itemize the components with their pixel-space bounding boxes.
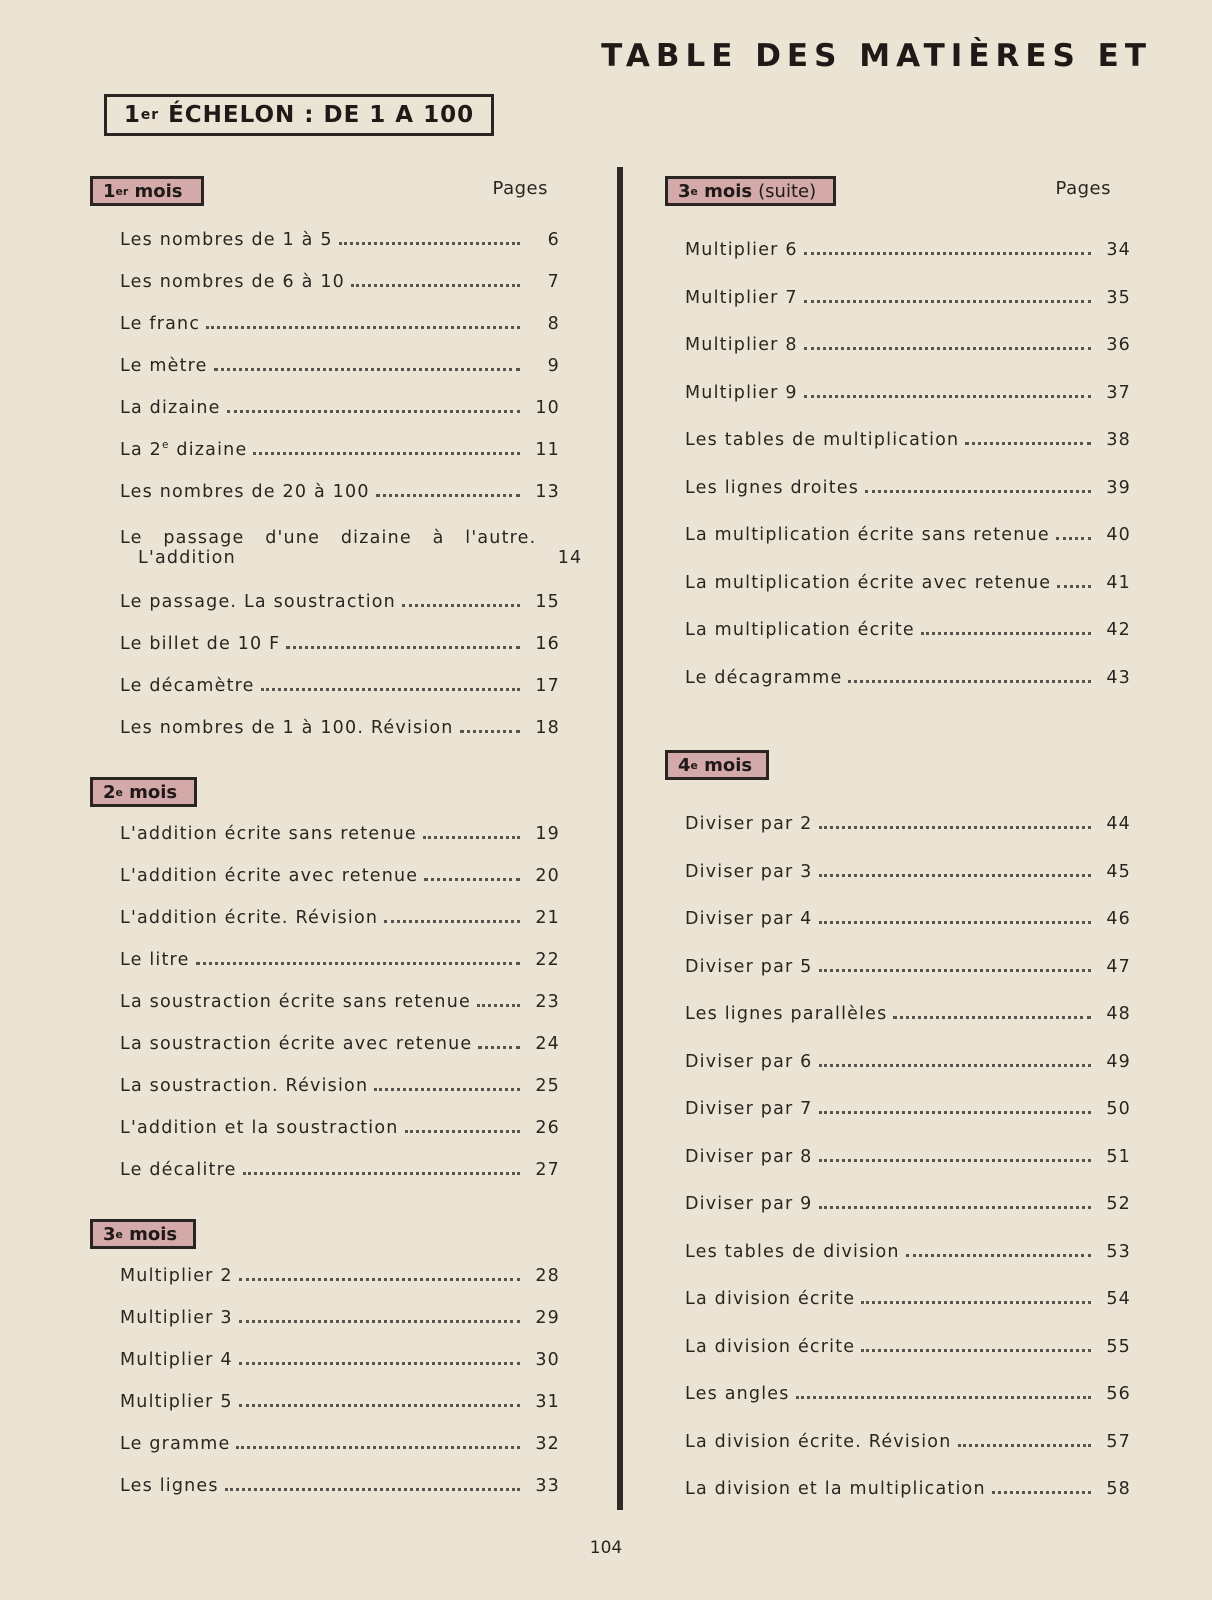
toc-entry[interactable] xyxy=(685,1044,1131,1072)
dot-leader xyxy=(958,1444,1091,1447)
toc-entry[interactable] xyxy=(120,222,560,250)
toc-entry[interactable] xyxy=(120,1026,560,1054)
toc-entry[interactable] xyxy=(685,1234,1131,1262)
dot-leader xyxy=(865,490,1091,493)
entry-page-number: 19 xyxy=(535,824,560,844)
dot-leader xyxy=(893,1016,1091,1019)
entry-title: Multiplier 4 xyxy=(120,1350,233,1370)
dot-leader xyxy=(460,730,520,733)
toc-entry[interactable] xyxy=(120,432,560,460)
dot-leader xyxy=(253,452,520,455)
entry-title: La soustraction. Révision xyxy=(120,1076,369,1096)
toc-entry[interactable] xyxy=(685,422,1131,450)
toc-entry[interactable] xyxy=(120,264,560,292)
echelon-superscript: er xyxy=(140,107,160,123)
toc-entry[interactable] xyxy=(120,942,560,970)
toc-entry[interactable] xyxy=(685,854,1131,882)
page-number: 104 xyxy=(589,1538,623,1558)
entry-title-line: L'addition xyxy=(138,548,236,568)
entry-title: Diviser par 8 xyxy=(685,1146,813,1167)
toc-entry[interactable] xyxy=(685,565,1131,593)
entry-page-number: 23 xyxy=(535,992,560,1012)
toc-entry[interactable] xyxy=(685,660,1131,688)
month-superscript: e xyxy=(115,785,123,799)
month-number: 3 xyxy=(678,180,691,202)
entry-title: Multiplier 6 xyxy=(685,240,798,260)
entry-title: Les lignes xyxy=(120,1476,219,1496)
pages-label: Pages xyxy=(492,178,548,199)
entry-page-number: 11 xyxy=(535,440,560,460)
month-badge xyxy=(90,176,204,206)
month-number: 4 xyxy=(678,754,691,776)
entry-title: Les angles xyxy=(685,1384,790,1404)
dot-leader xyxy=(819,1064,1091,1067)
entry-page-number: 7 xyxy=(547,272,560,292)
entry-title: L'addition écrite sans retenue xyxy=(120,824,417,844)
month-label: mois xyxy=(697,754,753,776)
entry-title: Diviser par 5 xyxy=(685,956,813,977)
toc-entry[interactable] xyxy=(120,1342,560,1370)
entry-page-number: 29 xyxy=(535,1308,560,1328)
entry-title: Diviser par 2 xyxy=(685,814,813,834)
entry-title: Diviser par 7 xyxy=(685,1099,813,1119)
entry-title: Les tables de division xyxy=(685,1241,900,1262)
entry-page-number: 41 xyxy=(1106,572,1131,593)
entry-page-number: 31 xyxy=(535,1392,560,1412)
toc-entry[interactable] xyxy=(685,232,1131,260)
toc-entry[interactable] xyxy=(120,474,560,502)
entry-title: Les tables de multiplication xyxy=(685,430,960,450)
toc-entry[interactable] xyxy=(120,306,560,334)
entry-title xyxy=(120,528,536,568)
entry-title: Multiplier 5 xyxy=(120,1392,233,1412)
entry-title: La division écrite. Révision xyxy=(685,1431,952,1452)
toc-entry[interactable] xyxy=(120,516,583,568)
entry-page-number: 51 xyxy=(1106,1146,1131,1167)
dot-leader xyxy=(478,1046,520,1049)
dot-leader xyxy=(243,1172,520,1175)
entry-page-number: 57 xyxy=(1106,1431,1131,1452)
entry-title: Diviser par 9 xyxy=(685,1194,813,1214)
entry-title: Le décagramme xyxy=(685,667,843,688)
entry-title: Le décalitre xyxy=(120,1160,237,1180)
dot-leader xyxy=(374,1088,520,1091)
entry-title: Les nombres de 6 à 10 xyxy=(120,272,345,292)
entry-page-number: 24 xyxy=(535,1034,560,1054)
entry-title: Le décamètre xyxy=(120,676,255,696)
entry-page-number: 30 xyxy=(535,1350,560,1370)
dot-leader xyxy=(819,969,1091,972)
entry-page-number: 21 xyxy=(535,908,560,928)
entry-page-number: 35 xyxy=(1106,287,1131,308)
toc-entry[interactable] xyxy=(120,816,560,844)
entry-title: Le billet de 10 F xyxy=(120,634,281,654)
toc-entry[interactable] xyxy=(685,470,1131,498)
entry-page-number: 47 xyxy=(1106,956,1131,977)
month-label: mois xyxy=(122,1223,178,1245)
dot-leader xyxy=(261,688,520,691)
dot-leader xyxy=(225,1488,520,1491)
entry-page-number: 55 xyxy=(1106,1336,1131,1357)
toc-entry[interactable] xyxy=(120,584,560,612)
entry-title-line: Le passage d'une dizaine à l'autre. xyxy=(120,528,537,548)
superscript: e xyxy=(161,439,170,452)
dot-leader xyxy=(339,242,520,245)
dot-leader xyxy=(239,1362,520,1365)
entry-title: Diviser par 4 xyxy=(685,909,813,929)
month-badge xyxy=(90,777,197,807)
entry-title: L'addition et la soustraction xyxy=(120,1118,399,1138)
month-number: 3 xyxy=(103,1223,116,1245)
entry-title: Multiplier 3 xyxy=(120,1308,233,1328)
dot-leader xyxy=(804,252,1091,255)
dot-leader xyxy=(1057,585,1091,588)
dot-leader xyxy=(921,632,1091,635)
echelon-number: 1 xyxy=(123,102,141,128)
entry-title: La division écrite xyxy=(685,1336,856,1357)
entry-title: Diviser par 3 xyxy=(685,861,813,882)
toc-entry[interactable] xyxy=(685,1281,1131,1309)
entry-page-number: 10 xyxy=(535,398,560,418)
dot-leader xyxy=(405,1130,520,1133)
toc-entry[interactable] xyxy=(120,626,560,654)
entry-page-number: 37 xyxy=(1106,382,1131,403)
entry-title: Multiplier 2 xyxy=(120,1266,233,1286)
entry-page-number: 9 xyxy=(547,356,560,376)
toc-entry[interactable] xyxy=(685,1424,1131,1452)
dot-leader xyxy=(861,1301,1091,1304)
toc-entry[interactable] xyxy=(685,806,1131,834)
toc-entry[interactable] xyxy=(685,901,1131,929)
entry-page-number: 32 xyxy=(535,1434,560,1454)
entry-title: Le gramme xyxy=(120,1434,231,1454)
dot-leader xyxy=(819,1159,1091,1162)
entry-page-number: 43 xyxy=(1106,667,1131,688)
toc-entry[interactable] xyxy=(120,1300,560,1328)
entry-title: Les nombres de 1 à 5 xyxy=(120,230,333,250)
entry-title: L'addition écrite avec retenue xyxy=(120,866,419,886)
entry-title: Multiplier 8 xyxy=(685,335,798,355)
toc-entry[interactable] xyxy=(120,390,560,418)
dot-leader xyxy=(1056,537,1091,540)
toc-entry[interactable] xyxy=(120,858,560,886)
month-superscript: e xyxy=(690,184,698,198)
entry-page-number: 56 xyxy=(1106,1384,1131,1404)
entry-page-number: 15 xyxy=(535,592,560,612)
entry-page-number: 34 xyxy=(1106,240,1131,260)
dot-leader xyxy=(965,442,1091,445)
toc-entry[interactable] xyxy=(685,1376,1131,1404)
dot-leader xyxy=(819,874,1091,877)
dot-leader xyxy=(819,1111,1091,1114)
toc-entry[interactable] xyxy=(120,1258,560,1286)
dot-leader xyxy=(906,1254,1091,1257)
dot-leader xyxy=(861,1349,1091,1352)
toc-entry[interactable] xyxy=(120,1426,560,1454)
entry-title: L'addition écrite. Révision xyxy=(120,908,379,928)
entry-page-number: 38 xyxy=(1106,430,1131,450)
dot-leader xyxy=(992,1491,1091,1494)
entry-title: La division écrite xyxy=(685,1289,856,1309)
month-superscript: er xyxy=(115,184,129,198)
toc-entry[interactable] xyxy=(685,1329,1131,1357)
entry-title: Les nombres de 20 à 100 xyxy=(120,482,370,502)
toc-entry[interactable] xyxy=(685,375,1131,403)
entry-page-number: 42 xyxy=(1106,620,1131,640)
entry-page-number: 45 xyxy=(1106,861,1131,882)
month-label: mois xyxy=(122,781,178,803)
entry-page-number: 13 xyxy=(535,482,560,502)
dot-leader xyxy=(239,1278,520,1281)
toc-entry[interactable] xyxy=(120,984,560,1012)
toc-entry[interactable] xyxy=(120,710,560,738)
dot-leader xyxy=(402,604,520,607)
entry-title: Le franc xyxy=(120,314,201,334)
month-number: 2 xyxy=(103,781,116,803)
entry-title: La soustraction écrite sans retenue xyxy=(120,992,471,1012)
toc-entry[interactable] xyxy=(685,1091,1131,1119)
toc-entry[interactable] xyxy=(120,900,560,928)
entry-title: Les lignes parallèles xyxy=(685,1004,888,1024)
dot-leader xyxy=(206,326,520,329)
entry-title: Les nombres de 1 à 100. Révision xyxy=(120,718,454,738)
entry-page-number: 33 xyxy=(535,1476,560,1496)
toc-entry[interactable] xyxy=(685,327,1131,355)
entry-page-number: 50 xyxy=(1106,1099,1131,1119)
entry-page-number: 53 xyxy=(1106,1241,1131,1262)
dot-leader xyxy=(424,878,520,881)
toc-entry[interactable] xyxy=(685,1186,1131,1214)
entry-page-number: 46 xyxy=(1106,909,1131,929)
toc-entry[interactable] xyxy=(685,280,1131,308)
month-badge xyxy=(665,750,769,780)
entry-page-number: 36 xyxy=(1106,335,1131,355)
entry-page-number: 54 xyxy=(1106,1289,1131,1309)
dot-leader xyxy=(376,494,520,497)
toc-entry[interactable] xyxy=(120,348,560,376)
entry-title: La dizaine xyxy=(120,398,221,418)
dot-leader xyxy=(819,826,1091,829)
entry-title: Le mètre xyxy=(120,356,208,376)
dot-leader xyxy=(239,1320,520,1323)
entry-page-number: 16 xyxy=(535,634,560,654)
echelon-heading xyxy=(104,94,494,136)
entry-page-number: 49 xyxy=(1106,1051,1131,1072)
toc-entry[interactable] xyxy=(120,1468,560,1496)
entry-page-number: 17 xyxy=(535,676,560,696)
entry-title: La 2e dizaine xyxy=(120,439,248,460)
entry-page-number: 18 xyxy=(535,718,560,738)
entry-title: La soustraction écrite avec retenue xyxy=(120,1034,473,1054)
entry-page-number: 26 xyxy=(535,1118,560,1138)
dot-leader xyxy=(384,920,520,923)
entry-title: La multiplication écrite avec retenue xyxy=(685,572,1052,593)
toc-entry[interactable] xyxy=(685,1471,1131,1499)
entry-page-number: 20 xyxy=(535,866,560,886)
toc-entry[interactable] xyxy=(685,949,1131,977)
entry-page-number: 6 xyxy=(547,230,560,250)
dot-leader xyxy=(286,646,520,649)
entry-page-number: 14 xyxy=(557,548,583,568)
entry-page-number: 48 xyxy=(1106,1004,1131,1024)
echelon-label: ÉCHELON : DE 1 A 100 xyxy=(159,102,475,128)
dot-leader xyxy=(819,1206,1091,1209)
entry-title: Diviser par 6 xyxy=(685,1051,813,1072)
entry-title: Le passage. La soustraction xyxy=(120,592,396,612)
toc-entry[interactable] xyxy=(120,1152,560,1180)
month-badge xyxy=(90,1219,196,1249)
toc-entry[interactable] xyxy=(685,517,1131,545)
entry-title: La division et la multiplication xyxy=(685,1479,986,1499)
toc-entry[interactable] xyxy=(120,668,560,696)
dot-leader xyxy=(196,962,520,965)
entry-title: La multiplication écrite sans retenue xyxy=(685,525,1050,545)
dot-leader xyxy=(819,921,1091,924)
dot-leader xyxy=(804,395,1091,398)
page-title: TABLE DES MATIÈRES ET xyxy=(601,38,1152,74)
month-superscript: e xyxy=(115,1227,123,1241)
toc-entry[interactable] xyxy=(685,996,1131,1024)
entry-title: Multiplier 7 xyxy=(685,287,798,308)
entry-page-number: 39 xyxy=(1106,477,1131,498)
dot-leader xyxy=(804,347,1091,350)
month-number: 1 xyxy=(103,180,116,202)
month-badge xyxy=(665,176,836,206)
month-suite: (suite) xyxy=(758,180,817,202)
dot-leader xyxy=(423,836,520,839)
pages-label: Pages xyxy=(1055,178,1111,199)
dot-leader xyxy=(227,410,520,413)
entry-page-number: 25 xyxy=(535,1076,560,1096)
entry-page-number: 44 xyxy=(1106,814,1131,834)
dot-leader xyxy=(239,1404,520,1407)
entry-title: La multiplication écrite xyxy=(685,620,915,640)
dot-leader xyxy=(236,1446,520,1449)
entry-page-number: 22 xyxy=(535,950,560,970)
entry-page-number: 28 xyxy=(535,1266,560,1286)
toc-entry[interactable] xyxy=(685,612,1131,640)
entry-page-number: 8 xyxy=(547,314,560,334)
dot-leader xyxy=(796,1396,1091,1399)
toc-entry[interactable] xyxy=(120,1110,560,1138)
entry-title: Multiplier 9 xyxy=(685,382,798,403)
month-label: mois xyxy=(697,180,753,202)
month-label: mois xyxy=(128,180,183,202)
entry-page-number: 27 xyxy=(535,1160,560,1180)
entry-page-number: 52 xyxy=(1106,1194,1131,1214)
dot-leader xyxy=(477,1004,520,1007)
dot-leader xyxy=(214,368,520,371)
dot-leader xyxy=(848,680,1091,683)
toc-entry[interactable] xyxy=(120,1384,560,1412)
entry-page-number: 58 xyxy=(1106,1479,1131,1499)
toc-entry[interactable] xyxy=(120,1068,560,1096)
dot-leader xyxy=(351,284,520,287)
column-divider xyxy=(617,167,623,1510)
entry-title: Le litre xyxy=(120,950,190,970)
toc-entry[interactable] xyxy=(685,1139,1131,1167)
dot-leader xyxy=(804,300,1091,303)
entry-title: Les lignes droites xyxy=(685,477,860,498)
entry-page-number: 40 xyxy=(1106,525,1131,545)
month-superscript: e xyxy=(690,758,698,772)
